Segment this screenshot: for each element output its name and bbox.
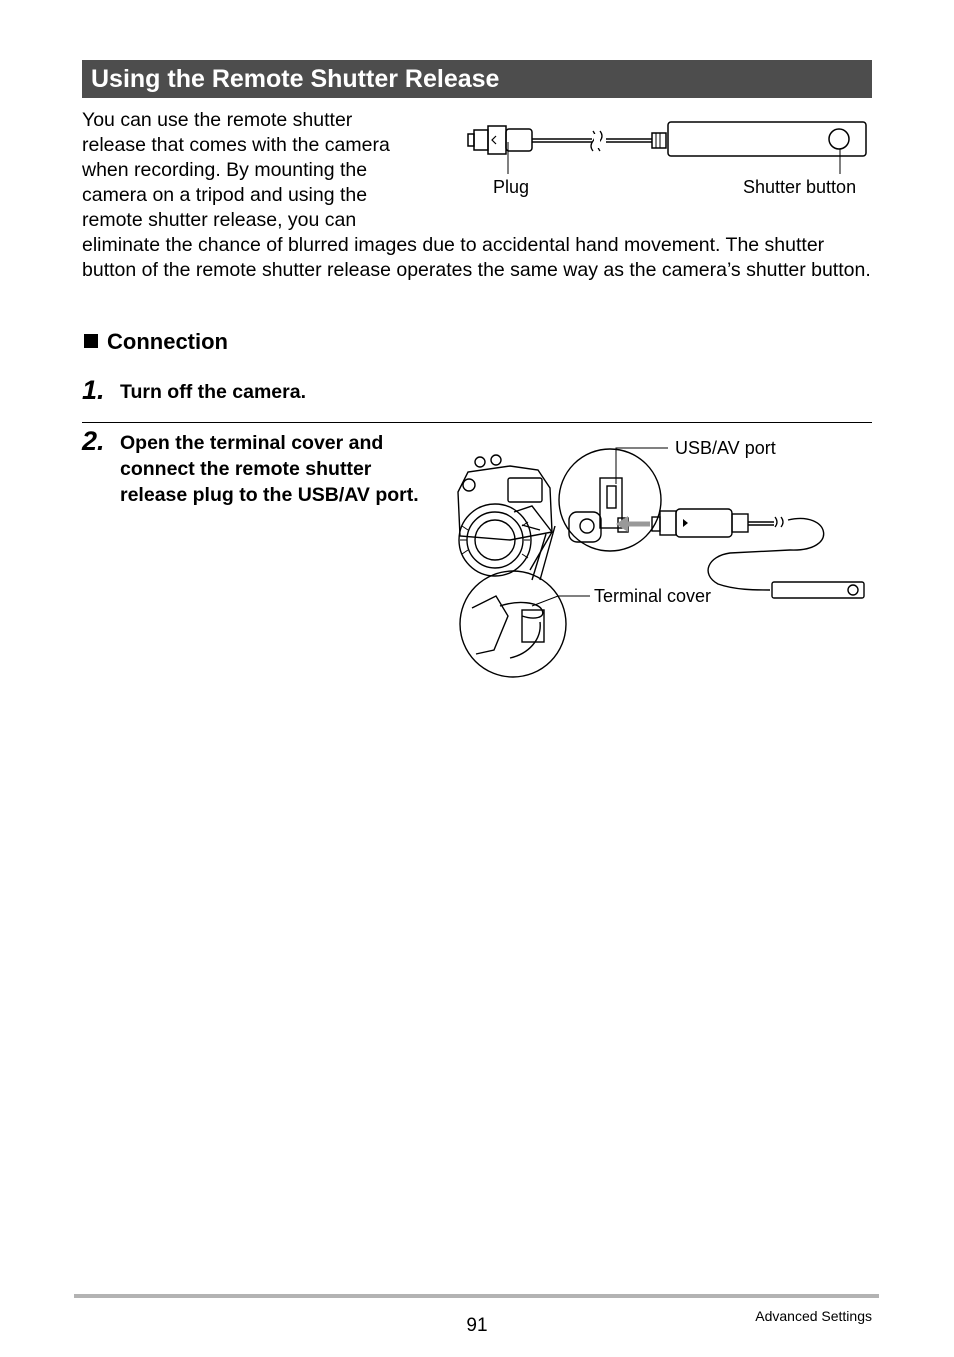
connection-heading <box>84 329 228 355</box>
page-number: 91 <box>466 1315 488 1336</box>
usb-av-port-label: USB/AV port <box>675 438 776 458</box>
camera-connection-illustration <box>450 440 870 680</box>
intro-line: when recording. By mounting the <box>82 159 368 181</box>
remote-shutter-illustration <box>466 118 870 168</box>
square-bullet-icon <box>84 334 98 348</box>
intro-line: remote shutter release, you can <box>82 209 357 231</box>
intro-continued: eliminate the chance of blurred images due to accidental hand movement. The shutter button of the remote shutter release operates the same way as the camera’s shutter button. <box>82 234 871 281</box>
intro-line: You can use the remote shutter <box>82 109 353 131</box>
connection-heading-text: Connection <box>107 329 228 354</box>
step-2-number: 2. <box>82 426 105 456</box>
footer-rule <box>74 1294 879 1298</box>
footer-section-name: Advanced Settings <box>755 1308 872 1324</box>
intro-line: camera on a tripod and using the <box>82 184 368 206</box>
section-title: Using the Remote Shutter Release <box>82 60 872 98</box>
step-1-text: Turn off the camera. <box>120 381 307 403</box>
shutter-button-label: Shutter button <box>743 177 857 197</box>
step-2-text: Open the terminal cover and connect the remote shutter release plug to the USB/AV port. <box>120 432 419 506</box>
step-divider <box>82 422 872 423</box>
terminal-cover-label: Terminal cover <box>594 586 712 606</box>
plug-label: Plug <box>493 177 530 197</box>
step-1-number: 1. <box>82 375 105 405</box>
intro-line: release that comes with the camera <box>82 134 390 156</box>
